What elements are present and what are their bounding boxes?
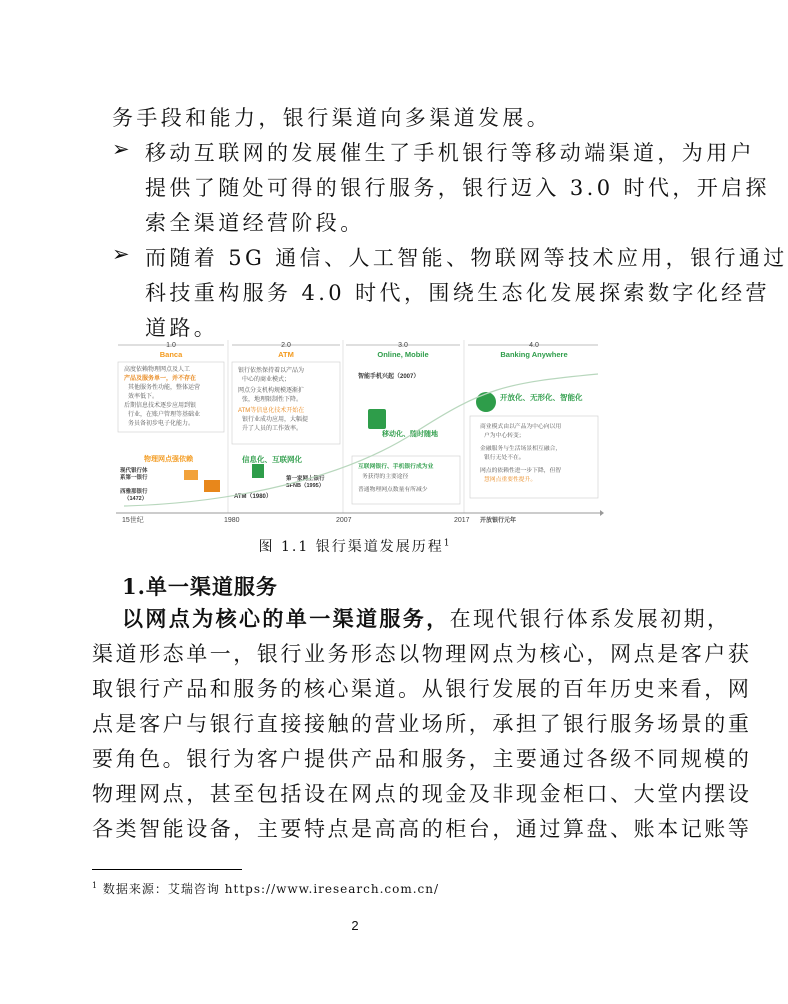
bullet-arrow-icon: ➢ bbox=[112, 137, 130, 161]
bank-channel-figure bbox=[114, 338, 604, 526]
body-line: 要角色。银行为客户提供产品和服务，主要通过各级不同规模的 bbox=[92, 747, 752, 771]
svg-text:2007: 2007 bbox=[336, 517, 352, 524]
footnote: $^1$ 数据来源：艾瑞咨询 https://www.iresearch.com.cn/ bbox=[92, 881, 440, 896]
svg-text:互联网银行、手机银行成为业: 互联网银行、手机银行成为业 bbox=[358, 464, 434, 470]
svg-text:金融服务与生活场景相互融合，: 金融服务与生活场景相互融合， bbox=[480, 446, 562, 452]
era-header-2 bbox=[232, 342, 340, 359]
footnote-rule bbox=[92, 869, 242, 870]
body-line: 取银行产品和服务的核心渠道。从银行发展的百年历史来看，网 bbox=[92, 677, 752, 701]
event-label: 智能手机兴起（2007） bbox=[358, 374, 420, 380]
era-header-4 bbox=[468, 342, 598, 359]
axis-ticks bbox=[122, 515, 516, 524]
svg-text:银行无处不在。: 银行无处不在。 bbox=[484, 455, 525, 461]
era-tag: 开放化、无形化、智能化 bbox=[500, 393, 583, 402]
svg-text:中心的商业模式；: 中心的商业模式； bbox=[242, 377, 291, 383]
era-header-3 bbox=[346, 342, 460, 359]
event-label: 第一家网上银行 bbox=[286, 476, 325, 482]
body-line: 以网点为核心的单一渠道服务，在现代银行体系发展初期， bbox=[122, 606, 731, 631]
body-line: 各类智能设备，主要特点是高高的柜台，通过算盘、账本记账等 bbox=[92, 817, 752, 841]
text-line: 索全渠道经营阶段。 bbox=[145, 211, 365, 235]
page-number: 2 bbox=[351, 918, 359, 933]
svg-text:系第一银行: 系第一银行 bbox=[120, 475, 148, 481]
svg-text:高度依赖物理网点及人工: 高度依赖物理网点及人工 bbox=[124, 367, 191, 373]
svg-text:务获得的主要途径: 务获得的主要途径 bbox=[362, 474, 409, 480]
text-line: 科技重构服务 4.0 时代，围绕生态化发展探索数字化经营 bbox=[145, 281, 770, 305]
svg-text:商业模式由以产品为中心向以用: 商业模式由以产品为中心向以用 bbox=[480, 424, 562, 430]
svg-text:效率低下。: 效率低下。 bbox=[128, 394, 159, 400]
event-label: ATM（1980） bbox=[234, 494, 272, 500]
svg-text:后期信息技术逐步应用到银: 后期信息技术逐步应用到银 bbox=[124, 403, 197, 409]
svg-text:15世纪: 15世纪 bbox=[122, 517, 144, 524]
section-heading: 1.单一渠道服务 bbox=[122, 574, 278, 599]
svg-text:慧网点重要性提升。: 慧网点重要性提升。 bbox=[484, 477, 537, 483]
era-name: ATM bbox=[278, 350, 294, 359]
globe-icon bbox=[476, 392, 496, 412]
svg-text:其他服务性功能，整体运营: 其他服务性功能，整体运营 bbox=[128, 385, 201, 391]
footnote-link[interactable]: https://www.iresearch.com.cn/ bbox=[224, 882, 440, 896]
era-1-events bbox=[119, 466, 148, 502]
mobile-icon bbox=[368, 409, 386, 429]
text-line: 道路。 bbox=[145, 316, 219, 340]
era-number: 3.0 bbox=[398, 342, 408, 349]
body-line: 点是客户与银行直接接触的营业场所，承担了银行服务场景的重 bbox=[92, 712, 752, 736]
svg-text:银行依然保持着以产品为: 银行依然保持着以产品为 bbox=[238, 368, 305, 374]
era-tag: 物理网点强依赖 bbox=[144, 456, 193, 463]
era-number: 4.0 bbox=[529, 342, 539, 349]
figure-caption: 图 1.1 银行渠道发展历程$^1$ bbox=[258, 538, 452, 555]
era-name: Banca bbox=[159, 350, 183, 359]
era-number: 2.0 bbox=[281, 342, 291, 349]
bank-building-icon bbox=[204, 480, 220, 492]
svg-text:行业，在账户管理等基础业: 行业，在账户管理等基础业 bbox=[128, 412, 201, 418]
bullet-arrow-icon: ➢ bbox=[112, 242, 130, 266]
era-name: Online, Mobile bbox=[377, 350, 429, 359]
svg-text:升了人员的工作效率。: 升了人员的工作效率。 bbox=[242, 426, 303, 432]
text-line: 移动互联网的发展催生了手机银行等移动端渠道，为用户 bbox=[145, 141, 755, 165]
body-line: 物理网点，甚至包括设在网点的现金及非现金柜口、大堂内摆设 bbox=[92, 782, 752, 806]
event-label: SFNB（1995） bbox=[286, 483, 325, 489]
svg-text:现代银行体: 现代银行体 bbox=[120, 468, 148, 474]
bank-building-icon bbox=[184, 470, 198, 480]
era-header-1 bbox=[118, 342, 224, 359]
text-line: 而随着 5G 通信、人工智能、物联网等技术应用，银行通过 bbox=[145, 246, 788, 270]
atm-icon bbox=[252, 464, 264, 478]
era-number: 1.0 bbox=[166, 342, 176, 349]
svg-text:2017: 2017 bbox=[454, 517, 470, 524]
svg-text:1980: 1980 bbox=[224, 517, 240, 524]
svg-text:网点的依赖性进一步下降，但智: 网点的依赖性进一步下降，但智 bbox=[480, 468, 562, 474]
svg-text:西雅那银行: 西雅那银行 bbox=[120, 489, 148, 495]
svg-text:（1472）: （1472） bbox=[124, 496, 148, 502]
body-line: 渠道形态单一，银行业务形态以物理网点为核心，网点是客户获 bbox=[92, 642, 752, 666]
svg-text:普通物理网点数量有所减少: 普通物理网点数量有所减少 bbox=[358, 487, 428, 493]
svg-text:开放银行元年: 开放银行元年 bbox=[480, 518, 517, 524]
svg-text:网点分支机构规模逐渐扩: 网点分支机构规模逐渐扩 bbox=[238, 388, 305, 394]
svg-text:银行业成功应用，大幅提: 银行业成功应用，大幅提 bbox=[242, 417, 309, 423]
svg-text:产品及服务单一，并不存在: 产品及服务单一，并不存在 bbox=[124, 376, 197, 382]
svg-text:ATM等信息化技术开始在: ATM等信息化技术开始在 bbox=[238, 408, 305, 414]
era-tag: 移动化、随时随地 bbox=[382, 431, 438, 438]
svg-text:张，地理限制性下降。: 张，地理限制性下降。 bbox=[242, 397, 303, 403]
era-tag: 信息化、互联网化 bbox=[242, 455, 302, 464]
svg-text:户为中心转变；: 户为中心转变； bbox=[484, 433, 525, 439]
era-name: Banking Anywhere bbox=[500, 350, 568, 359]
svg-text:务员备初步电子化能力。: 务员备初步电子化能力。 bbox=[128, 421, 195, 427]
text-line: 提供了随处可得的银行服务，银行迈入 3.0 时代，开启探 bbox=[145, 176, 770, 200]
text-line: 务手段和能力，银行渠道向多渠道发展。 bbox=[112, 106, 552, 130]
